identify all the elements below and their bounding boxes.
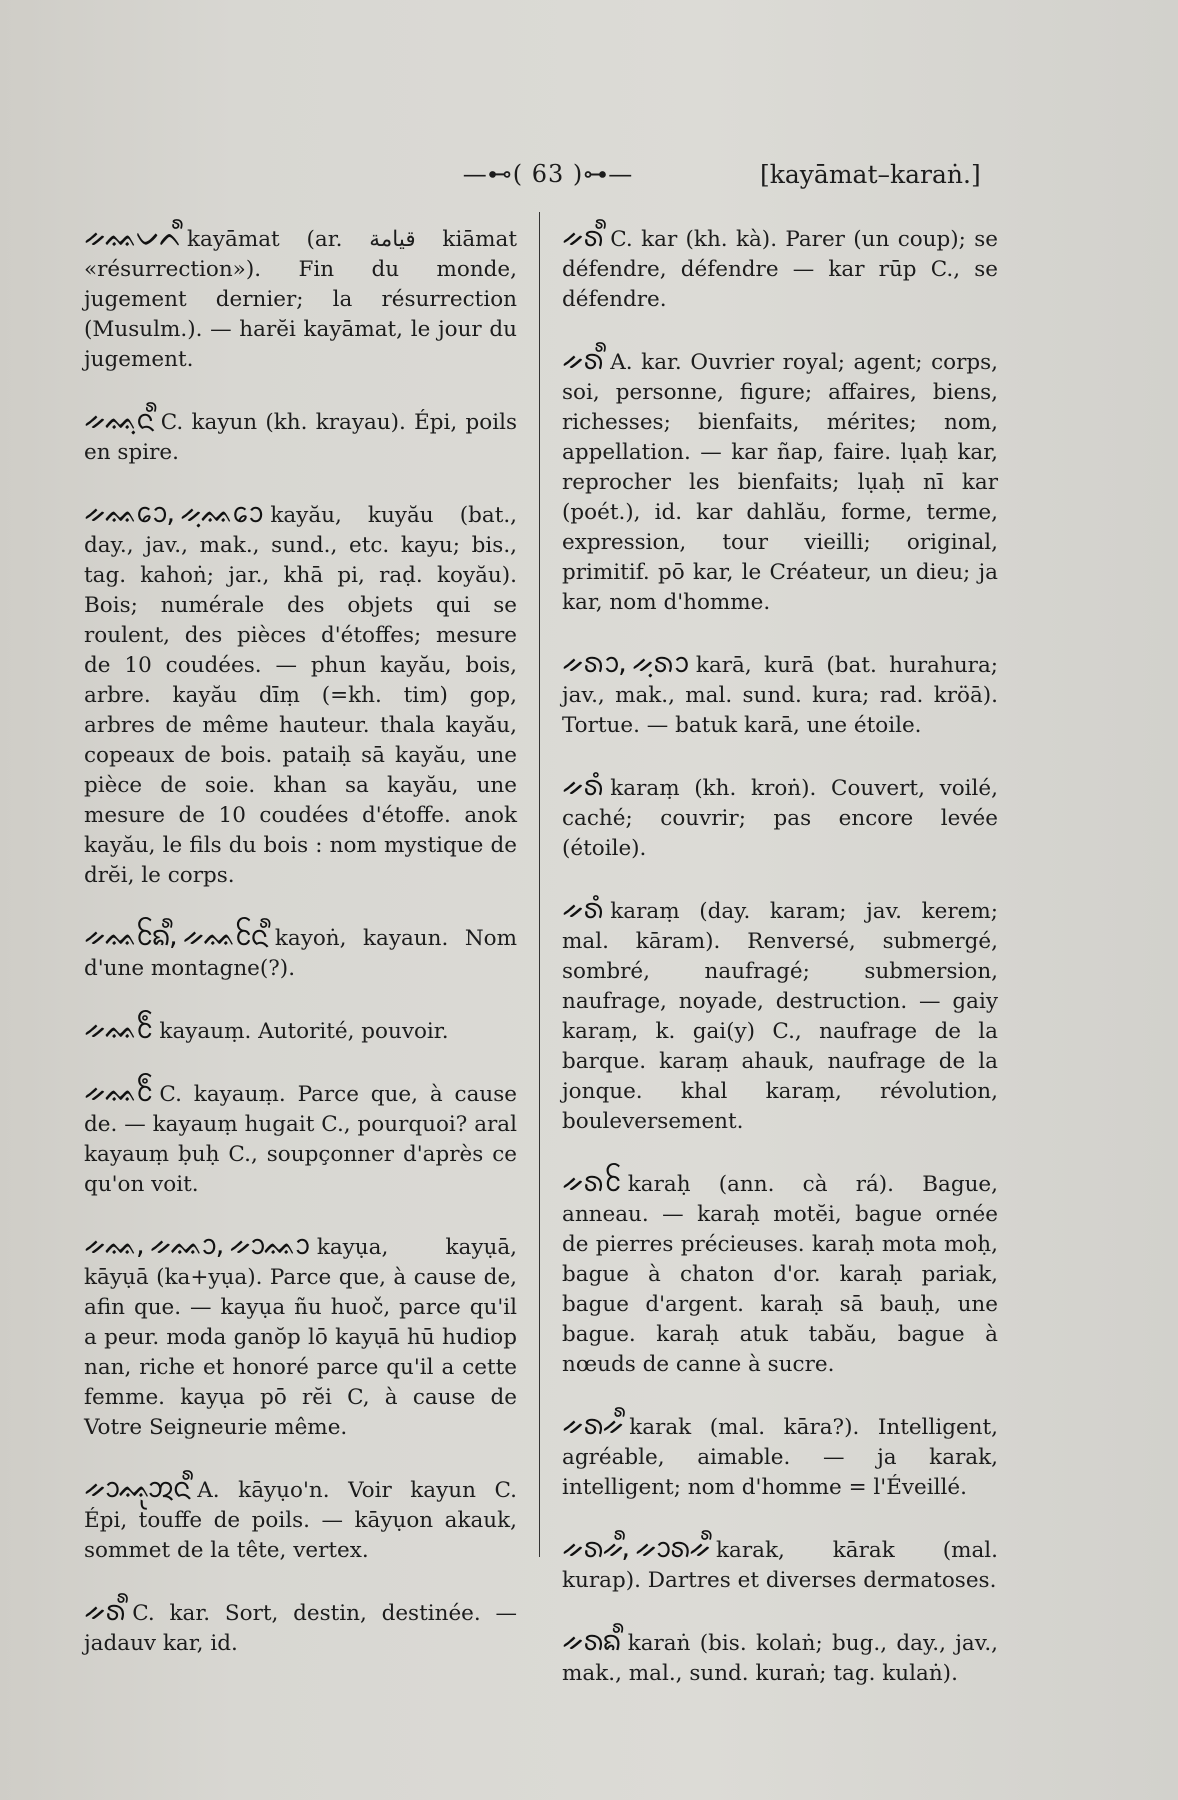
cham-script-headword: ᨀᩁᨦ᩺ [562, 1624, 620, 1657]
entry-text: karak (mal. kāra?). Intelligent, agréable, aimable. — ja karak, intelligent; nom d'homme = l'Éveillé. [562, 1415, 998, 1500]
entry [84, 498, 517, 891]
entry [84, 1473, 517, 1566]
entry [84, 921, 517, 984]
entry-text: karaṃ (day. karam; jav. kerem; mal. kāram). Renversé, submergé, sombré, naufragé; submersion, naufrage, noyade, destruction. — gaiy karaṃ, k. gai(y) C., naufrage de la barque. karaṃ ahauk, naufrage de la jonque. khal karaṃ, révolution, bouleversement. [562, 899, 998, 1134]
cham-script-headword: ᨀᩁᩴ [562, 769, 603, 802]
left-column [84, 222, 517, 1689]
entry [562, 771, 998, 864]
entry-text: A. kāyụo'n. Voir kayun C. Épi, touffe de poils. — kāyụon akauk, sommet de la tête, vertex. [84, 1478, 517, 1563]
entry [84, 1014, 517, 1047]
cham-script-headword: ᨀᩁᩴ [562, 892, 603, 925]
entry [84, 1596, 517, 1659]
page-number: —⊷( 63 )⊶— [462, 160, 634, 188]
cham-script-headword: ᨀᩣᨐᩩᩋᨶ᩺ [84, 1471, 190, 1504]
entry-text: kayoṅ, kayaun. Nom d'une montagne(?). [84, 926, 517, 981]
entry-text: kayāmat (ar. قيامة kiāmat «résurrection»). Fin du monde, jugement dernier; la résurrection (Musulm.). — harĕi kayāmat, le jour du jugement. [84, 227, 518, 372]
entry-text: kayău, kuyău (bat., day., jav., mak., sund., etc. kayu; bis., tag. kahoṅ; jar., khā pi, raḍ. koyău). Bois; numérale des objets qui se roulent, des pièces d'étoffes; mesure de 10 coudées. — phun kayău, bois, arbre. kayău dīṃ (=kh. tim) gop, arbres de même hauteur. thala kayău, copeaux de bois. pataiḥ sā kayău, une pièce de soie. khan sa kayău, une mesure de 10 coudées d'étoffe. anok kayău, le fils du bois : nom mystique de drĕi, le corps. [84, 503, 517, 888]
entry [562, 1533, 998, 1596]
running-head: [kayāmat–karaṅ.] [760, 160, 981, 189]
entry-text: C. kar. Sort, destin, destinée. — jadauv kar, id. [84, 1601, 517, 1656]
cham-script-headword: ᨀᨐᩰᩴ [84, 1012, 152, 1045]
entry [562, 1626, 998, 1689]
entry [84, 1077, 517, 1200]
cham-script-headword: ᨀᩁ᩺ [562, 220, 603, 253]
entry [562, 1410, 998, 1503]
cham-script-headword: ᨀᨐ, ᨀᨐᩣ, ᨀᩣᨐᩣ [84, 1228, 309, 1261]
cham-script-headword: ᨀᨐᩮᩣ, ᨀᨘᨐᩮᩣ [84, 496, 263, 529]
entry-text: karaṅ (bis. kolaṅ; bug., day., jav., mak., mal., sund. kuraṅ; tag. kulaṅ). [562, 1631, 998, 1686]
entry [84, 222, 517, 375]
cham-script-headword: ᨀᨐᨘᨶ᩺ [84, 403, 153, 436]
entry-text: karā, kurā (bat. hurahura; jav., mak., mal. sund. kura; rad. kröā). Tortue. — batuk karā, une étoile. [562, 653, 998, 738]
entry-text: C. kar (kh. kà). Parer (un coup); se défendre, défendre — kar rūp C., se défendre. [562, 227, 998, 312]
entry [562, 345, 998, 618]
entry-text: A. kar. Ouvrier royal; agent; corps, soi, personne, figure; affaires, biens, richesses; bienfaits, mérites; nom, appellation. — kar ñap, faire. lụaḥ kar, reprocher les bienfaits; lụaḥ nī kar (poét.), id. kar dahlău, forme, terme, expression, tour vieilli; original, primitif. pō kar, le Créateur, un dieu; ja kar, nom d'homme. [562, 350, 998, 615]
entry-text: C. kayauṃ. Parce que, à cause de. — kayauṃ hugait C., pourquoi? aral kayauṃ ḅuḥ C., soupçonner d'après ce qu'on voit. [84, 1082, 517, 1197]
page-header [0, 160, 1178, 200]
cham-script-headword: ᨀᨐᩰᩴ [84, 1075, 152, 1108]
entry [562, 1167, 998, 1380]
cham-script-headword: ᨀᩁᨀ᩺ [562, 1408, 622, 1441]
cham-script-headword: ᨀᨐᨆᨈ᩺ [84, 220, 180, 253]
cham-script-headword: ᨀᩁᩰ [562, 1165, 620, 1198]
entry-text: karaḥ (ann. cà rá). Bague, anneau. — karaḥ motĕi, bague ornée de pierres précieuses. karaḥ mota moḥ, bague à chaton d'or. karaḥ pariak, bague d'argent. karaḥ sā bauḥ, une bague. karaḥ atuk tabău, bague à nœuds de canne à sucre. [562, 1172, 998, 1377]
entry-text: C. kayun (kh. krayau). Épi, poils en spire. [84, 410, 517, 465]
right-column [562, 222, 998, 1719]
cham-script-headword: ᨀᨐᩰᨦ᩺, ᨀᨐᩰᨶ᩺ [84, 919, 267, 952]
entry [84, 405, 517, 468]
entry-text: karaṃ (kh. kroṅ). Couvert, voilé, caché; couvrir; pas encore levée (étoile). [562, 776, 998, 861]
entry [562, 648, 998, 741]
entry [84, 1230, 517, 1443]
cham-script-headword: ᨀᩁ᩺ [84, 1594, 125, 1627]
entry-text: karak, kārak (mal. kurap). Dartres et diverses dermatoses. [562, 1538, 998, 1593]
entry [562, 894, 998, 1137]
cham-script-headword: ᨀᩁᨀ᩺, ᨀᩣᩁᨀ᩺ [562, 1531, 709, 1564]
entry [562, 222, 998, 315]
entry-text: kayauṃ. Autorité, pouvoir. [159, 1019, 449, 1044]
entry-text: kayụa, kayụā, kāyụā (ka+yụa). Parce que, à cause de, afin que. — kayụa ñu huoč, parce qu'il a peur. moda ganŏp lō kayụā hū hudiop nan, riche et honoré parce qu'il a cette femme. kayụa pō rĕi C, à cause de Votre Seigneurie même. [84, 1235, 517, 1440]
column-divider [539, 212, 540, 1557]
cham-script-headword: ᨀᩁᩣ, ᨀᨘᩁᩣ [562, 646, 688, 679]
cham-script-headword: ᨀᩁ᩺ [562, 343, 603, 376]
